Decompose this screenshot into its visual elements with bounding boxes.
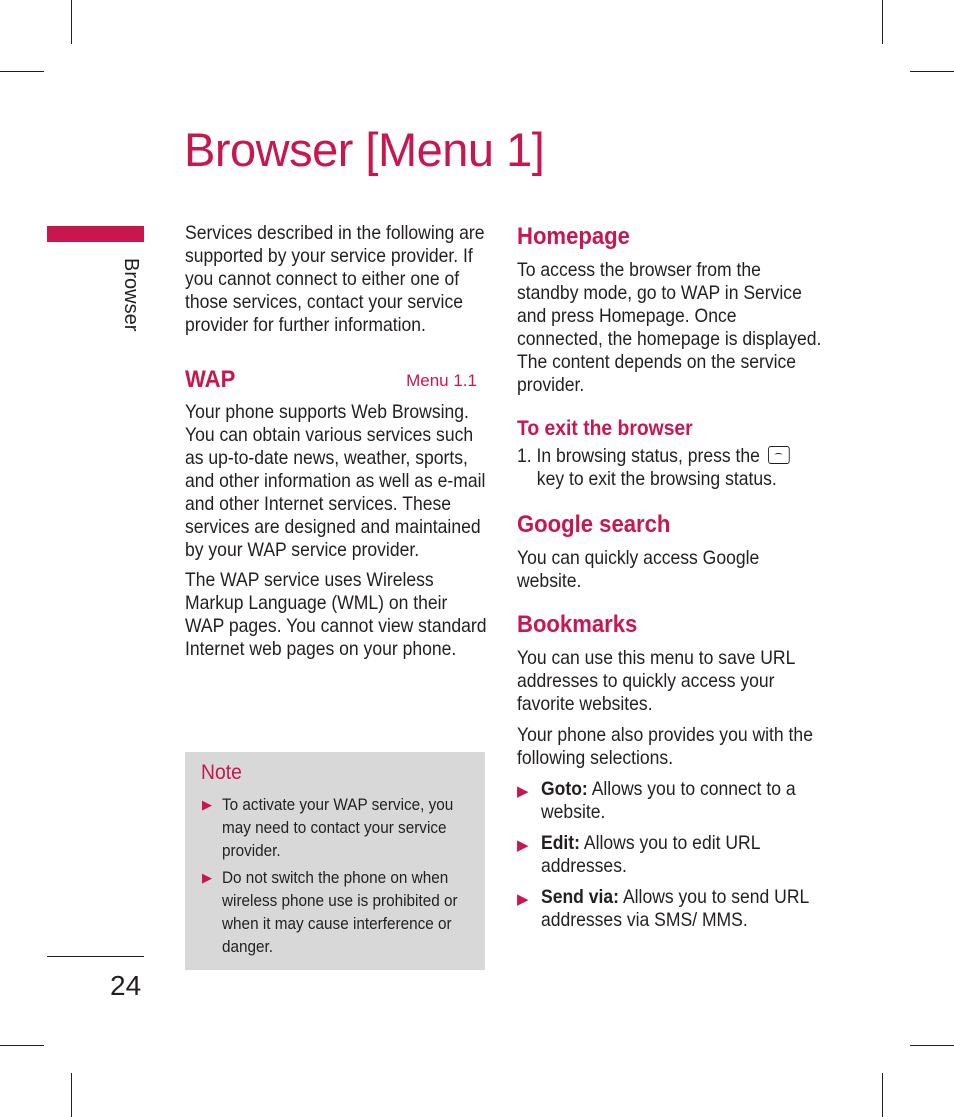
crop-mark: [0, 71, 44, 72]
homepage-paragraph: To access the browser from the standby mode, go to WAP in Service and press Homepage. Once connected, the homepage is displayed. The content depends on the service provider.: [517, 259, 822, 396]
bullet-triangle-icon: ▶: [517, 783, 529, 800]
note-item: ▶ To activate your WAP service, you may need to contact your service provider.: [202, 795, 454, 860]
section-tab-bar: [47, 226, 144, 242]
page-number-rule: [47, 956, 144, 957]
bookmark-option-goto: ▶ Goto: Allows you to connect to a website.: [517, 778, 796, 823]
crop-mark: [910, 1045, 954, 1046]
section-side-label: Browser: [120, 258, 142, 332]
bullet-triangle-icon: ▶: [517, 891, 529, 908]
crop-mark: [71, 0, 72, 44]
exit-browser-heading: To exit the browser: [517, 417, 693, 440]
right-column: [517, 222, 822, 932]
bullet-triangle-icon: ▶: [517, 837, 529, 854]
exit-step: 1. In browsing status, press the key to exit the browsing status.: [517, 445, 822, 491]
page-title: Browser [Menu 1]: [184, 123, 545, 176]
bookmarks-paragraph-2: Your phone also provides you with the following selections.: [517, 724, 813, 769]
wap-heading-row: [185, 365, 487, 395]
page-number: 24: [110, 970, 142, 1001]
left-column: [185, 222, 487, 661]
note-title: Note: [201, 761, 242, 784]
bookmark-option-edit: ▶ Edit: Allows you to edit URL addresses.: [517, 832, 760, 877]
crop-mark: [910, 71, 954, 72]
google-search-paragraph: You can quickly access Google website.: [517, 547, 760, 592]
bookmarks-heading: Bookmarks: [517, 611, 638, 638]
intro-paragraph: Services described in the following are supported by your service provider. If you cannot connect to either one of those services, contact your service provider for further information.: [185, 222, 485, 336]
wap-paragraph-2: The WAP service uses Wireless Markup Language (WML) on their WAP pages. You cannot view standard Internet web pages on your phone.: [185, 569, 487, 660]
bookmarks-paragraph-1: You can use this menu to save URL addresses to quickly access your favorite websites.: [517, 647, 795, 715]
crop-mark: [882, 1073, 883, 1117]
bullet-triangle-icon: ▶: [202, 870, 212, 885]
wap-menu-number: Menu 1.1: [406, 371, 477, 390]
note-box: [185, 752, 485, 970]
wap-paragraph-1: Your phone supports Web Browsing. You can obtain various services such as up-to-date news, weather, sports, and other information as well as e-mail and other Internet services. These services are designed and maintained by your WAP service provider.: [185, 401, 486, 561]
bullet-triangle-icon: ▶: [202, 797, 212, 812]
bookmark-option-send-via: ▶ Send via: Allows you to send URL addresses via SMS/ MMS.: [517, 886, 809, 931]
end-call-key-icon: [768, 446, 790, 464]
google-search-heading: Google search: [517, 511, 671, 538]
wap-heading: WAP: [185, 366, 236, 393]
note-item: ▶ Do not switch the phone on when wireless phone use is prohibited or when it may cause interference or danger.: [202, 868, 458, 956]
homepage-heading: Homepage: [517, 223, 630, 250]
crop-mark: [71, 1073, 72, 1117]
crop-mark: [0, 1045, 44, 1046]
crop-mark: [882, 0, 883, 44]
